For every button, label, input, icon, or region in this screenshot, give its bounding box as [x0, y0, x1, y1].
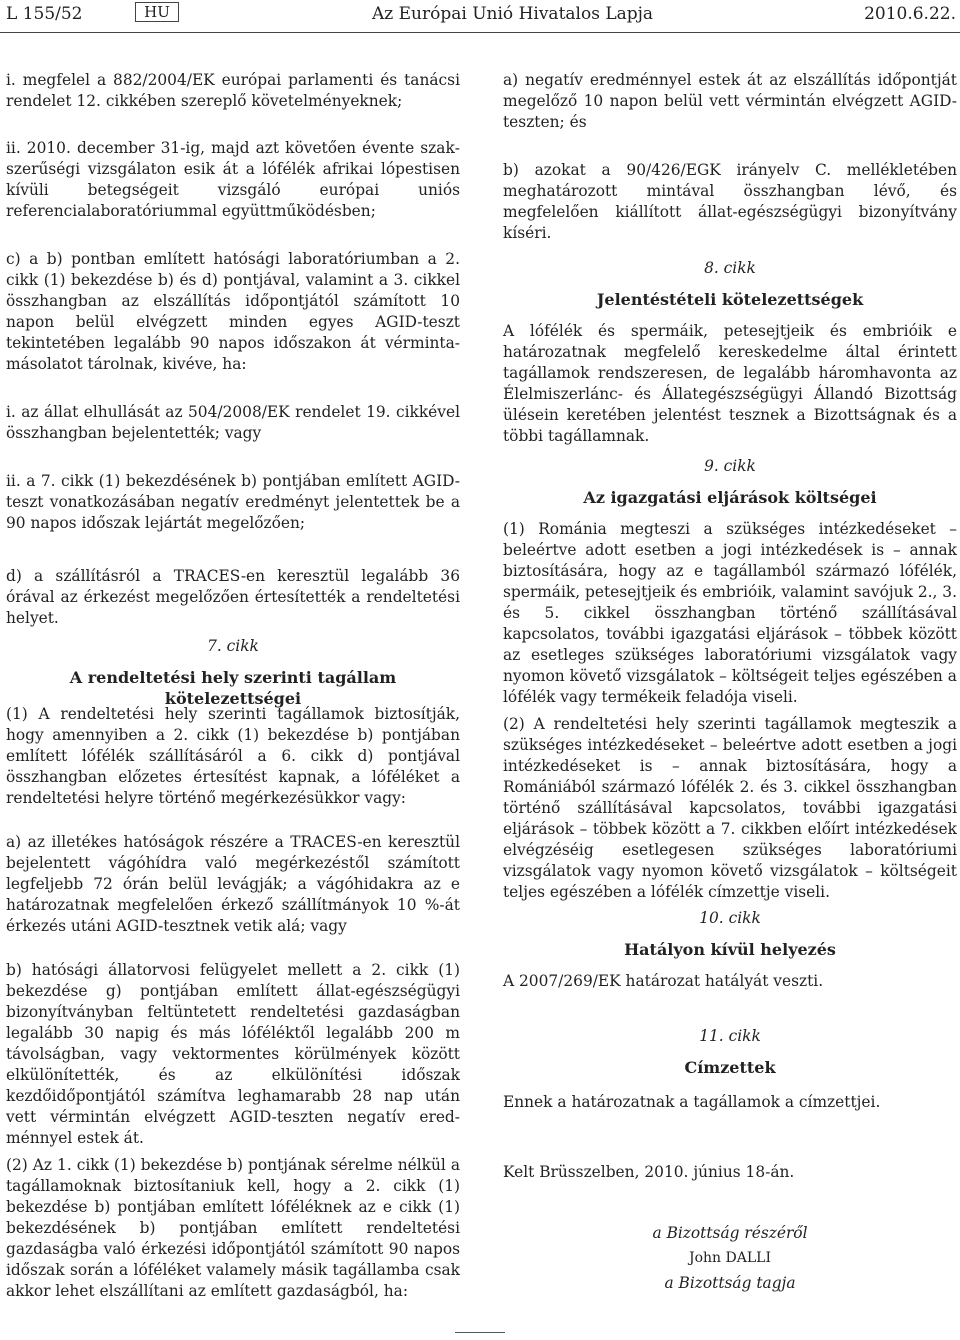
page-reference: L 155/52: [6, 4, 83, 24]
place-and-date: Kelt Brüsszelben, 2010. június 18-án.: [503, 1163, 795, 1181]
article-title: Címzettek: [684, 1058, 776, 1077]
publication-date: 2010.6.22.: [864, 4, 956, 24]
signatory-name: John DALLI: [689, 1250, 771, 1266]
paragraph: i. az állat elhullását az 504/2008/EK rendelet 19. cikkével összhangban bejelentették; vagy: [6, 403, 460, 442]
article-title: Az igazgatási eljárások költségei: [583, 488, 877, 507]
paragraph: b) azokat a 90/426/EGK irányelv C. mellékletében meghatározott mintával összhangban lévő, és megfelelően kiállított állat-egészségügyi bizonyítvány kíséri.: [503, 161, 957, 242]
paragraph: a) az illetékes hatóságok részére a TRACES-en keresztül bejelentett vágóhídra való megérkezéstől számított legfeljebb 72 órán belül levágják; a vágóhidakra az e határozatnak megfelelően érkező szállítmányok 10 %-át érkezés utáni AGID-tesztnek vetik alá; vagy: [6, 833, 460, 935]
signature-line: a Bizottság részéről: [652, 1224, 808, 1242]
article-number: 9. cikk: [704, 457, 756, 475]
paragraph: ii. a 7. cikk (1) bekezdésének b) pontjában említett AGID-teszt vonatkozásában negatív eredményt jelentettek be a 90 napos időszak lejártát megelőzően;: [6, 472, 460, 532]
footnote-rule: [455, 1332, 505, 1333]
paragraph: c) a b) pontban említett hatósági laboratóriumban a 2. cikk (1) bekezdése b) és d) pontjával, valamint a 3. cikkel összhangban az elszállítás időpontjától számított 10 napon belül elvégzett minden egyes AGID-teszt tekintetében legalább 90 napos időszakon át vérminta-másolatot tárolnak, kivéve, ha:: [6, 250, 460, 373]
paragraph: d) a szállításról a TRACES-en keresztül legalább 36 órával az érkezést megelőzően értesítették a rendeltetési helyet.: [6, 567, 460, 627]
article-number: 8. cikk: [704, 259, 756, 277]
journal-title: Az Európai Unió Hivatalos Lapja: [372, 4, 654, 24]
paragraph: Ennek a határozatnak a tagállamok a címzettjei.: [503, 1093, 881, 1111]
paragraph: A lófélék és spermáik, petesejtjeik és embrióik e határozatnak megfelelő kereskedelme által érintett tagállamok rendszeresen, de legalább háromhavonta az Élelmiszerlánc- és Állategészségügyi Állandó Bizottság ülésein keretében jelentést tesznek a Bizottságnak és a többi tagállamnak.: [503, 322, 957, 445]
paragraph: (1) A rendeltetési hely szerinti tagállamok biztosítják, hogy amennyiben a 2. cikk (1) bekezdése b) pontjában említett lófélék szállításáról a 6. cikk d) pontjával összhangban előzetes értesítést kapnak, a lóféléket a rendeltetési helyre történő megérkezésükkor vagy:: [6, 705, 460, 807]
article-title: Jelentéstételi kötelezettségek: [596, 290, 864, 309]
paragraph: (2) Az 1. cikk (1) bekezdése b) pontjának sérelme nélkül a tagállamoknak biztosítaniuk kell, hogy a 2. cikk (1) bekezdése b) pontjában említett lóféléknek az e cikk (1) bekezdésének b) pontjában említett rendeltetési gazdaságba való érkezési időpontjától számított 90 napos időszak során a lóféléket valamely másik tagállamba csak akkor lehet elszállítani az említett gazdaságból, ha:: [6, 1156, 460, 1300]
paragraph: (2) A rendeltetési hely szerinti tagállamok megteszik a szükséges intézkedéseket – beleértve adott esetben a jogi intézkedéseket is – annak biztosítására, hogy a Romániából származó lófélék 2. és 3. cikkel összhangban történő szállításával kapcsolatos, további igazgatási eljárások – többek között a 7. cikkben előírt intézkedések elvégzéséig esetlegesen szükséges laboratóriumi vizsgálatok vagy nyomon követő vizsgálatok – költségeit teljes egészében a lófélék címzettje viseli.: [503, 715, 957, 901]
paragraph: (1) Románia megteszi a szükséges intézkedéseket – beleértve adott esetben a jogi intézkedések is – annak biztosítására, hogy az e tagállamból származó lófélék, spermáik, petesejtjeik és embrióik, valamint savójuk 2., 3. és 5. cikkel összhangban történő szállításával kapcsolatos, további igazgatási eljárások – többek között az esetleges szükséges laboratóriumi vizsgálatok vagy nyomon követő vizsgálatok – költségeit teljes egészében a lófélék vagy termékeik feladója viseli.: [503, 520, 957, 706]
article-title: Hatályon kívül helyezés: [624, 940, 836, 959]
paragraph: A 2007/269/EK határozat hatályát veszti.: [503, 972, 824, 990]
paragraph: ii. 2010. december 31-ig, majd azt követően évente szakszerűségi vizsgálaton esik át a lófélék afrikai lópestisen kívüli betegségeit vizsgáló európai uniós referencialaboratóriummal együttműködésben;: [6, 139, 460, 220]
paragraph: a) negatív eredménnyel estek át az elszállítás időpontját megelőző 10 napon belül vett vérmintán elvégzett AGID-teszten; és: [503, 71, 957, 131]
paragraph: i. megfelel a 882/2004/EK európai parlamenti és tanácsi rendelet 12. cikkében szereplő követelményeknek;: [6, 71, 460, 110]
article-number: 11. cikk: [699, 1027, 761, 1045]
left-column: [6, 0, 460, 1340]
signatory-role: a Bizottság tagja: [664, 1274, 796, 1292]
paragraph: b) hatósági állatorvosi felügyelet mellett a 2. cikk (1) bekezdése g) pontjában említett állat-egészségügyi bizonyítványban feltüntetett rendeltetési gazdaságban legalább 30 napig és más lóféléktől legalább 200 m távolságban, vagy vektormentes körülmények között elkülönítették, és az elkülönítési időszak kezdőidőpontjától számítva leghamarabb 28 nap után vett vérmintán elvégzett AGID-teszten negatív eredménnyel estek át.: [6, 961, 460, 1147]
right-column: [503, 0, 957, 1340]
language-badge: HU: [135, 2, 179, 22]
article-number: 10. cikk: [699, 909, 761, 927]
article-number: 7. cikk: [207, 637, 259, 655]
article-title: A rendeltetési hely szerinti tagállam kötelezettségei: [69, 668, 397, 708]
